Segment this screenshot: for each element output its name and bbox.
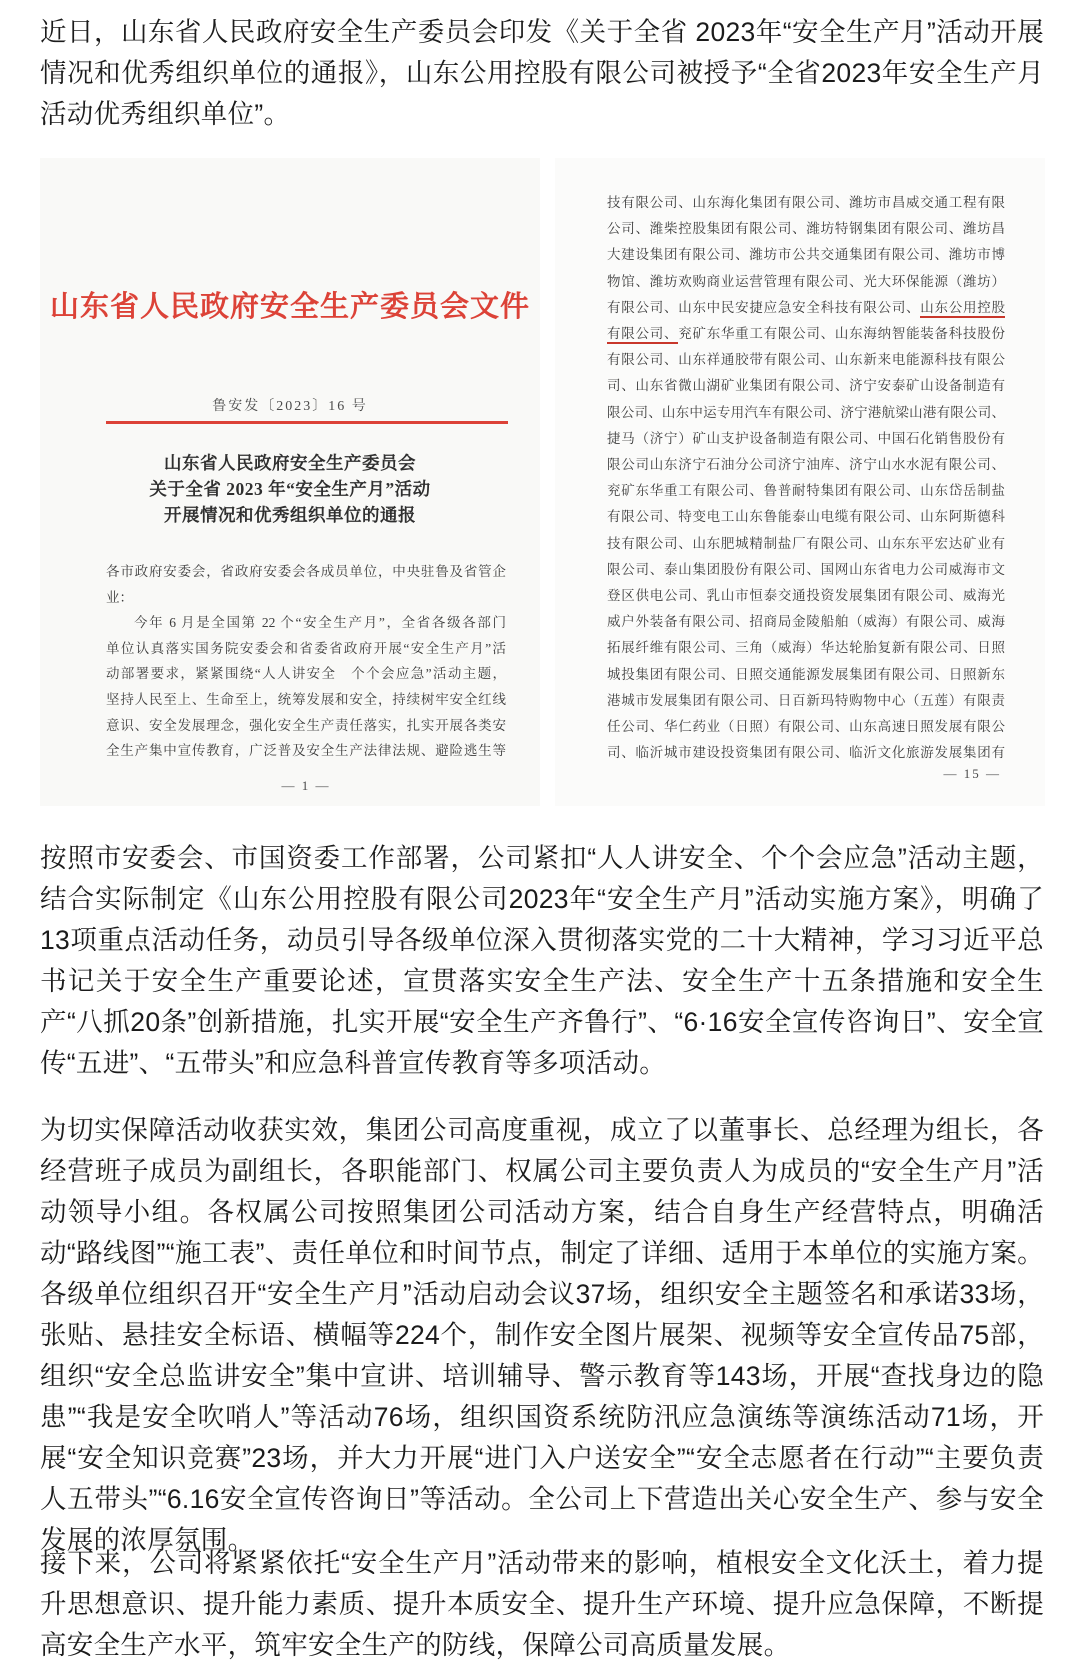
body-paragraph-2: 按照市安委会、市国资委工作部署，公司紧扣“人人讲安全、个个会应急”活动主题，结合实际制定《山东公用控股有限公司2023年“安全生产月”活动实施方案》，明确了13项重点活动任务，动员引导各级单位深入贯彻落实党的二十大精神，学习习近平总书记关于安全生产重要论述，宣贯落实安全生产法、安全生产十五条措施和安全生产“八抓20条”创新措施，扎实开展“安全生产齐鲁行”、“6·16安全宣传咨询日”、安全宣传“五进”、“五带头”和应急科普宣传教育等多项活动。 [40,843,1044,1078]
doc-body-line: 意识、安全发展理念，强化安全生产责任落实，扎实开展各类安 [106,717,506,733]
document-scan [40,158,1045,806]
company-list-line: 司、山东省微山湖矿业集团有限公司、济宁安泰矿山设备制造有 [607,378,1005,394]
scan-page-right [555,158,1045,806]
company-list-line: 有限公司、山东祥通胶带有限公司、山东新来电能源科技有限公 [607,352,1005,368]
company-list-line: 限公司、山东中运专用汽车有限公司、济宁港航梁山港有限公司、 [607,404,1005,420]
doc-body-line: 单位认真落实国务院安委会和省委省政府开展“安全生产月”活 [106,640,506,656]
doc-title-line: 开展情况和优秀组织单位的通报 [164,505,416,525]
company-list-line: 技有限公司、山东海化集团有限公司、潍坊市昌威交通工程有限 [607,195,1005,210]
company-list-line: 港城市发展集团有限公司、日百新玛特购物中心（五莲）有限责 [607,692,1005,708]
company-list-line: 任公司、华仁药业（日照）有限公司、山东高速日照发展有限公 [607,719,1005,735]
company-list-line: 城投集团有限公司、日照交通能源发展集团有限公司、日照新东 [607,666,1005,682]
doc-body-line: 坚持人民至上、生命至上，统筹发展和安全，持续树牢安全红线 [106,691,506,707]
doc-body-line: 业： [106,589,133,605]
doc-letterhead-title: 山东省人民政府安全生产委员会文件 [49,291,530,323]
company-list-line: 有限公司、特变电工山东鲁能泰山电缆有限公司、山东阿斯德科 [607,509,1005,525]
left-page-number: — 1 — [281,778,331,793]
doc-body-line: 各市政府安委会，省政府安委会各成员单位，中央驻鲁及省管企 [106,564,506,579]
scan-page-left [40,158,540,806]
company-list-line: 有限公司、山东中民安捷应急安全科技有限公司、山东公用控股 [607,295,1005,321]
company-list-line: 拓展纤维有限公司、三角（威海）华达轮胎复新有限公司、日照 [607,640,1005,656]
doc-title-line: 关于全省 2023 年“安全生产月”活动 [149,479,431,499]
company-list-line: 限公司、泰山集团股份有限公司、国网山东省电力公司威海市文 [607,561,1005,577]
doc-body-line: 全生产集中宣传教育，广泛普及安全生产法律法规、避险逃生等 [106,743,506,759]
doc-title [40,450,540,528]
company-list-line: 技有限公司、山东肥城精制盐厂有限公司、山东东平宏达矿业有 [607,535,1005,551]
company-list-line: 限公司山东济宁石油分公司济宁油库、济宁山水水泥有限公司、 [607,457,1005,473]
company-list-line: 兖矿东华重工有限公司、鲁普耐特集团有限公司、山东岱岳制盐 [607,483,1005,499]
company-list-line: 登区供电公司、乳山市恒泰交通投资发展集团有限公司、威海光 [607,588,1005,604]
company-list-line: 有限公司、兖矿东华重工有限公司、山东海纳智能装备科技股份 [607,321,1005,347]
red-divider-line [106,421,508,424]
body-paragraph-4: 接下来，公司将紧紧依托“安全生产月”活动带来的影响，植根安全文化沃土，着力提升思想意识、提升能力素质、提升本质安全、提升生产环境、提升应急保障，不断提高安全生产水平，筑牢安全生产的防线，保障公司高质量发展。 [40,1548,1044,1660]
doc-body-line: 今年 6 月是全国第 22 个“安全生产月”，全省各级各部门 [134,615,506,631]
doc-body-line: 动部署要求，紧紧围绕“人人讲安全 个个会应急”活动主题， [106,666,506,682]
company-list-line: 物馆、潍坊欢购商业运营管理有限公司、光大环保能源（潍坊） [607,273,1005,289]
company-list-line: 捷马（济宁）矿山支护设备制造有限公司、中国石化销售股份有 [607,430,1005,446]
company-list-line: 大建设集团有限公司、潍坊市公共交通集团有限公司、潍坊市博 [607,247,1005,263]
company-list-line: 公司、潍柴控股集团有限公司、潍坊特钢集团有限公司、潍坊昌 [607,221,1005,237]
doc-body-lines [106,559,506,764]
doc-title-line: 山东省人民政府安全生产委员会 [164,453,416,473]
right-page-number: — 15 — [943,766,1001,781]
company-list [607,190,1005,766]
red-underlined-text: 山东公用控股 [920,300,1005,318]
red-underlined-text: 有限公司、 [607,326,678,344]
doc-number: 鲁安发〔2023〕16 号 [212,399,368,414]
company-list-line: 司、临沂城市建设投资集团有限公司、临沂文化旅游发展集团有 [607,745,1005,761]
company-list-line: 威户外装备有限公司、招商局金陵船舶（威海）有限公司、威海 [607,614,1005,630]
intro-paragraph: 近日，山东省人民政府安全生产委员会印发《关于全省 2023年“安全生产月”活动开展情况和优秀组织单位的通报》，山东公用控股有限公司被授予“全省2023年安全生产月活动优秀组织单位”。 [40,17,1044,129]
body-paragraph-3: 为切实保障活动收获实效，集团公司高度重视，成立了以董事长、总经理为组长，各经营班子成员为副组长，各职能部门、权属公司主要负责人为成员的“安全生产月”活动领导小组。各权属公司按照集团公司活动方案，结合自身生产经营特点，明确活动“路线图”“施工表”、责任单位和时间节点，制定了详细、适用于本单位的实施方案。各级单位组织召开“安全生产月”活动启动会议37场，组织安全主题签名和承诺33场，张贴、悬挂安全标语、横幅等224个，制作安全图片展架、视频等安全宣传品75部，组织“安全总监讲安全”集中宣讲、培训辅导、警示教育等143场，开展“查找身边的隐患”“我是安全吹哨人”等活动76场，组织国资系统防汛应急演练等演练活动71场，开展“安全知识竞赛”23场，并大力开展“进门入户送安全”“安全志愿者在行动”“主要负责人五带头”“6.16安全宣传咨询日”等活动。全公司上下营造出关心安全生产、参与安全发展的浓厚氛围。 [40,1115,1044,1555]
